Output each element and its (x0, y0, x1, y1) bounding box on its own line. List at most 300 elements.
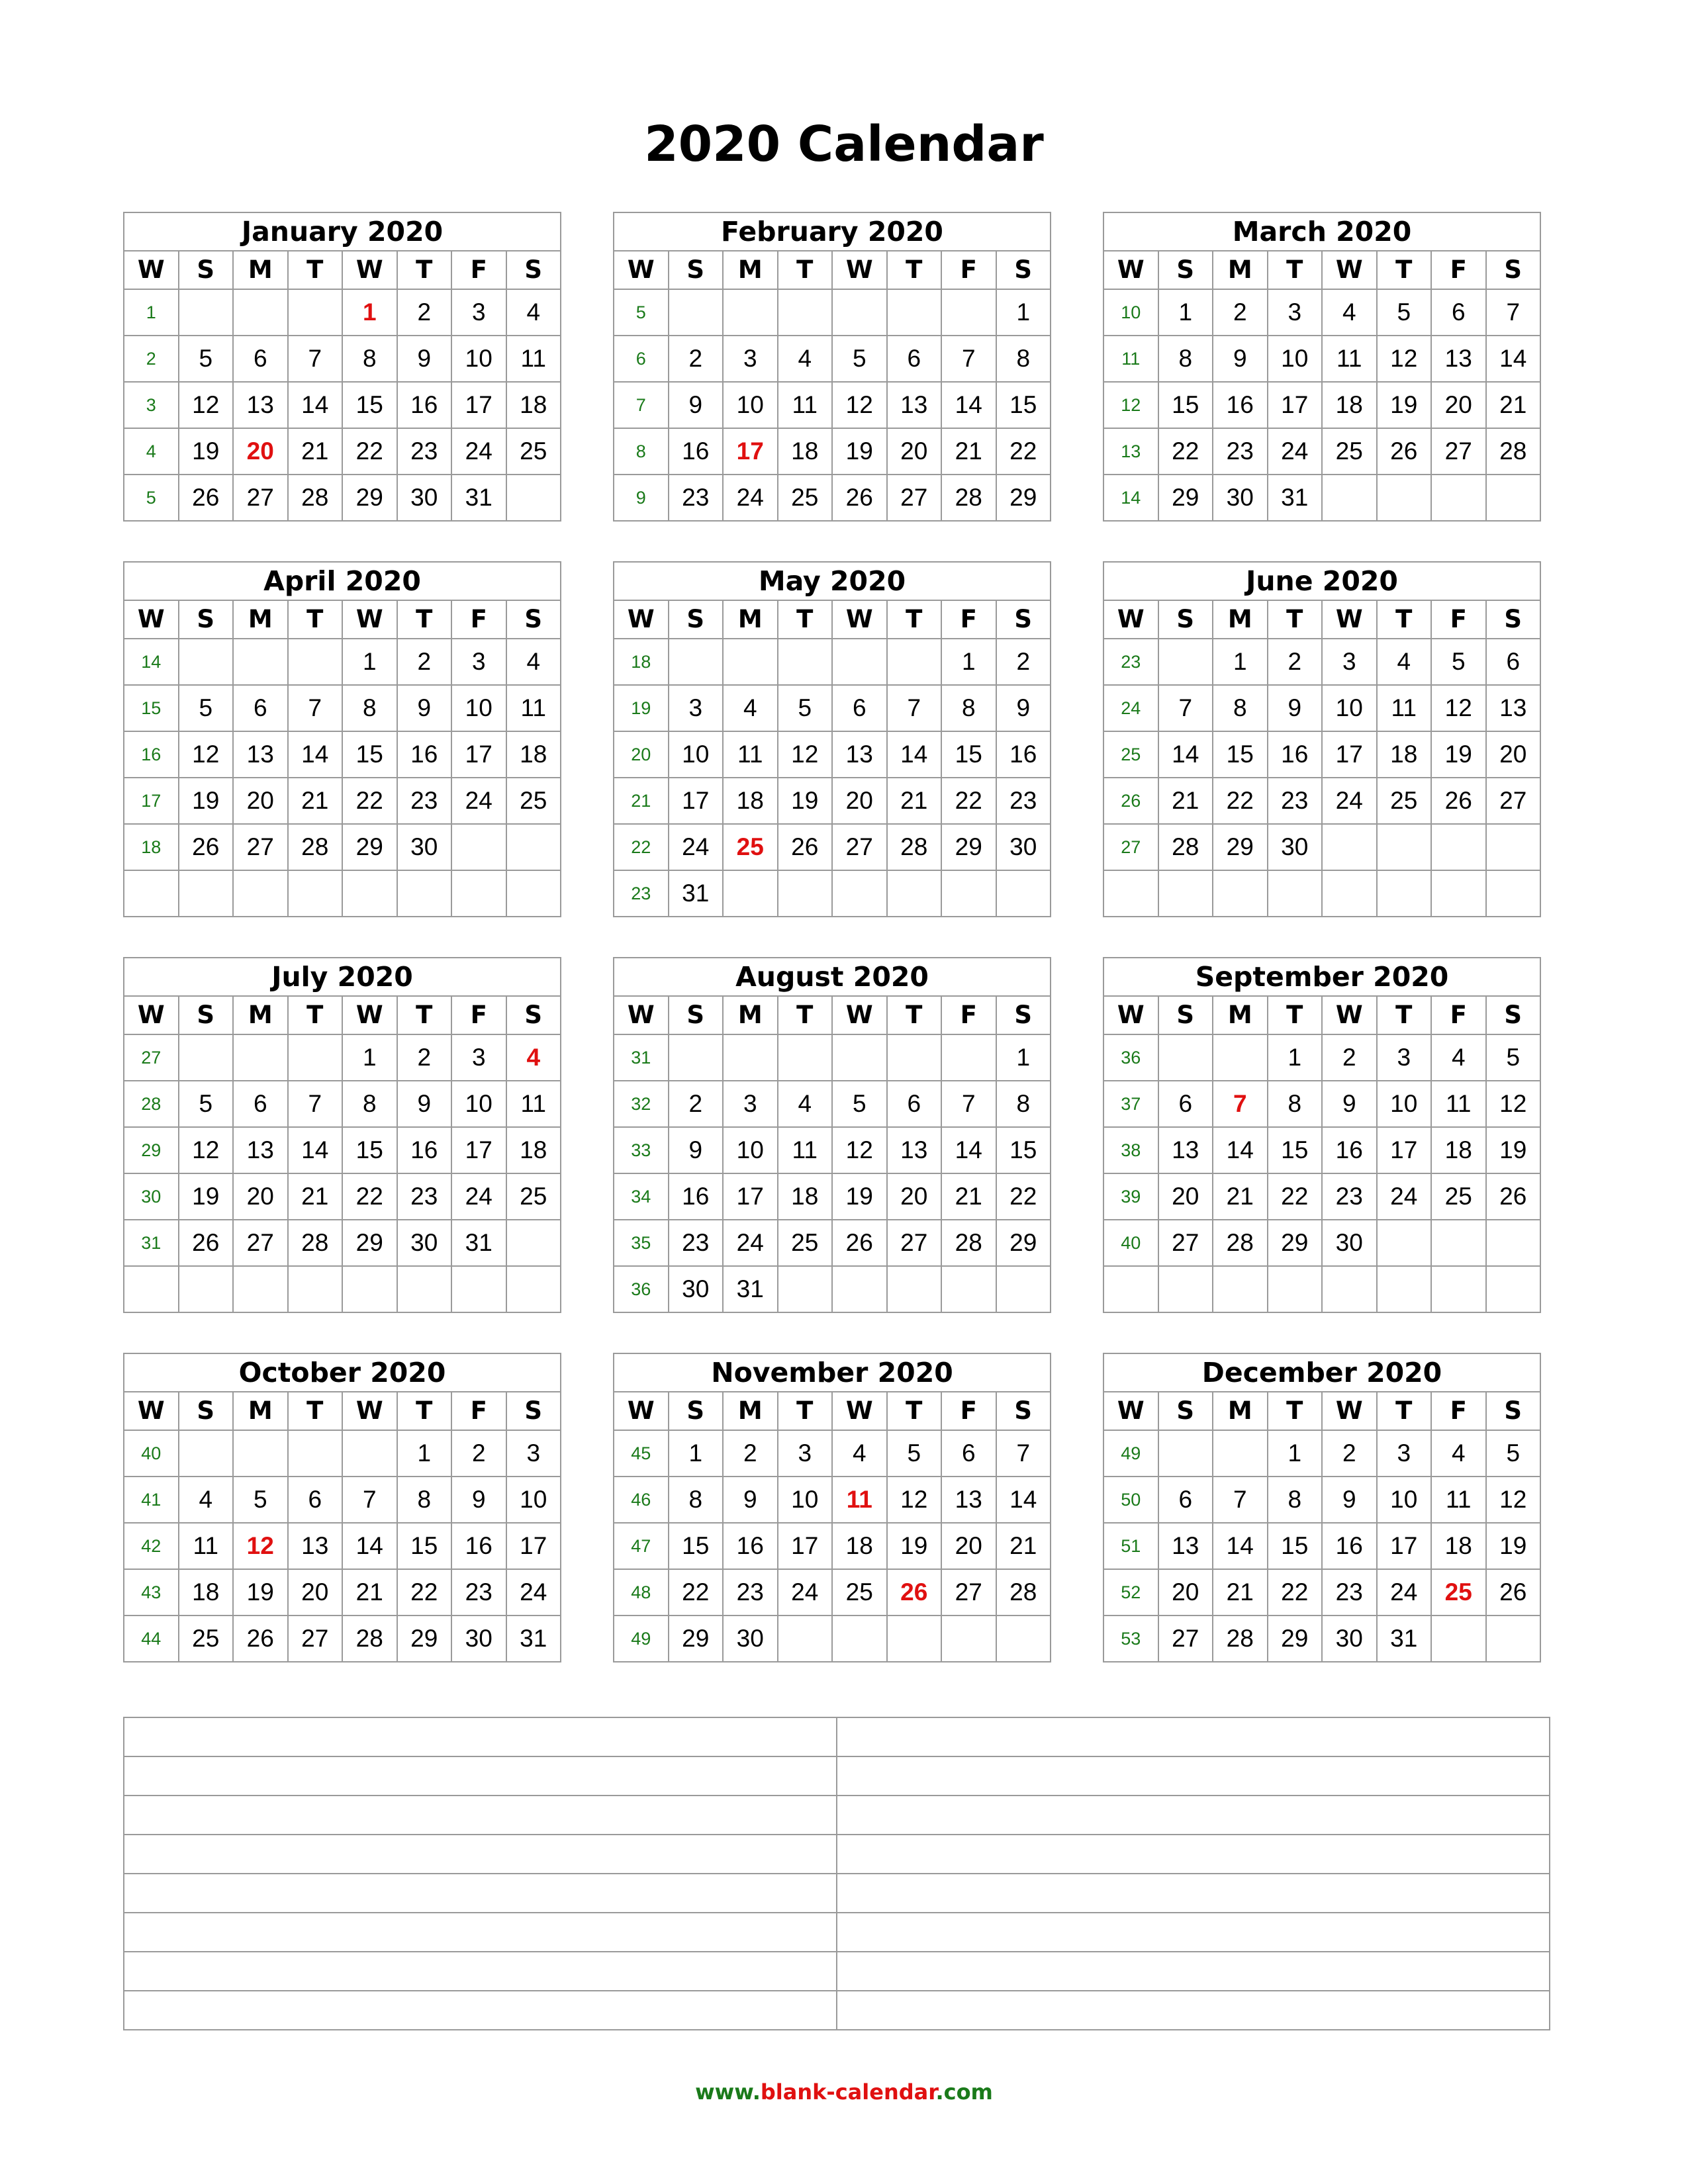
day-cell[interactable]: 18 (832, 1523, 887, 1569)
day-cell[interactable]: 1 (941, 639, 996, 685)
day-cell[interactable]: 19 (179, 428, 234, 475)
day-cell[interactable]: 19 (1431, 731, 1486, 778)
day-cell[interactable]: 5 (179, 336, 234, 382)
day-cell[interactable]: 17 (669, 778, 724, 824)
day-cell[interactable]: 23 (1322, 1173, 1377, 1220)
day-cell[interactable]: 14 (288, 1127, 343, 1173)
day-cell[interactable]: 15 (669, 1523, 724, 1569)
day-cell[interactable]: 4 (506, 289, 561, 336)
day-cell[interactable]: 11 (832, 1477, 887, 1523)
day-cell[interactable]: 13 (941, 1477, 996, 1523)
notes-line[interactable] (124, 1717, 837, 1756)
day-cell[interactable]: 29 (1268, 1220, 1323, 1266)
day-cell[interactable]: 28 (288, 475, 343, 521)
day-cell[interactable]: 24 (1322, 778, 1377, 824)
day-cell[interactable]: 17 (723, 428, 778, 475)
day-cell[interactable]: 11 (179, 1523, 234, 1569)
day-cell[interactable]: 11 (1377, 685, 1432, 731)
day-cell[interactable]: 6 (1486, 639, 1541, 685)
day-cell[interactable]: 6 (288, 1477, 343, 1523)
day-cell[interactable]: 12 (179, 731, 234, 778)
day-cell[interactable]: 27 (1158, 1220, 1213, 1266)
day-cell[interactable]: 7 (1213, 1081, 1268, 1127)
day-cell[interactable]: 30 (397, 1220, 452, 1266)
notes-line[interactable] (124, 1756, 837, 1796)
day-cell[interactable]: 5 (179, 1081, 234, 1127)
day-cell[interactable]: 22 (1213, 778, 1268, 824)
day-cell[interactable]: 11 (723, 731, 778, 778)
day-cell[interactable]: 1 (342, 289, 397, 336)
day-cell[interactable]: 31 (669, 870, 724, 917)
day-cell[interactable]: 14 (1158, 731, 1213, 778)
day-cell[interactable]: 29 (342, 824, 397, 870)
day-cell[interactable]: 23 (1322, 1569, 1377, 1615)
day-cell[interactable]: 4 (1431, 1034, 1486, 1081)
day-cell[interactable]: 7 (887, 685, 942, 731)
day-cell[interactable]: 13 (1486, 685, 1541, 731)
day-cell[interactable]: 23 (1213, 428, 1268, 475)
day-cell[interactable]: 8 (342, 1081, 397, 1127)
day-cell[interactable]: 8 (342, 336, 397, 382)
day-cell[interactable]: 27 (832, 824, 887, 870)
day-cell[interactable]: 21 (288, 778, 343, 824)
day-cell[interactable]: 31 (451, 475, 506, 521)
day-cell[interactable]: 10 (1268, 336, 1323, 382)
day-cell[interactable]: 15 (941, 731, 996, 778)
day-cell[interactable]: 11 (1431, 1477, 1486, 1523)
day-cell[interactable]: 19 (179, 778, 234, 824)
day-cell[interactable]: 26 (1486, 1173, 1541, 1220)
notes-line[interactable] (837, 1991, 1550, 2030)
day-cell[interactable]: 30 (1268, 824, 1323, 870)
day-cell[interactable]: 25 (1431, 1173, 1486, 1220)
day-cell[interactable]: 23 (669, 475, 724, 521)
day-cell[interactable]: 9 (669, 382, 724, 428)
day-cell[interactable]: 10 (669, 731, 724, 778)
day-cell[interactable]: 25 (179, 1615, 234, 1662)
day-cell[interactable]: 4 (723, 685, 778, 731)
day-cell[interactable]: 7 (1158, 685, 1213, 731)
day-cell[interactable]: 30 (996, 824, 1051, 870)
day-cell[interactable]: 26 (887, 1569, 942, 1615)
day-cell[interactable]: 19 (887, 1523, 942, 1569)
day-cell[interactable]: 28 (1486, 428, 1541, 475)
day-cell[interactable]: 12 (1486, 1081, 1541, 1127)
day-cell[interactable]: 26 (1377, 428, 1432, 475)
day-cell[interactable]: 17 (506, 1523, 561, 1569)
day-cell[interactable]: 13 (288, 1523, 343, 1569)
day-cell[interactable]: 16 (1213, 382, 1268, 428)
day-cell[interactable]: 3 (506, 1430, 561, 1477)
day-cell[interactable]: 6 (233, 336, 288, 382)
day-cell[interactable]: 2 (669, 336, 724, 382)
day-cell[interactable]: 11 (1322, 336, 1377, 382)
day-cell[interactable]: 28 (1213, 1615, 1268, 1662)
day-cell[interactable]: 3 (1268, 289, 1323, 336)
day-cell[interactable]: 12 (832, 382, 887, 428)
day-cell[interactable]: 24 (669, 824, 724, 870)
day-cell[interactable]: 8 (342, 685, 397, 731)
day-cell[interactable]: 9 (1322, 1477, 1377, 1523)
day-cell[interactable]: 25 (506, 778, 561, 824)
day-cell[interactable]: 25 (1431, 1569, 1486, 1615)
day-cell[interactable]: 13 (1158, 1523, 1213, 1569)
day-cell[interactable]: 21 (1486, 382, 1541, 428)
day-cell[interactable]: 14 (342, 1523, 397, 1569)
day-cell[interactable]: 15 (342, 382, 397, 428)
notes-line[interactable] (837, 1952, 1550, 1991)
day-cell[interactable]: 2 (397, 289, 452, 336)
day-cell[interactable]: 4 (778, 1081, 833, 1127)
day-cell[interactable]: 7 (288, 685, 343, 731)
day-cell[interactable]: 8 (941, 685, 996, 731)
day-cell[interactable]: 16 (669, 1173, 724, 1220)
day-cell[interactable]: 5 (832, 1081, 887, 1127)
day-cell[interactable]: 24 (723, 475, 778, 521)
day-cell[interactable]: 29 (1158, 475, 1213, 521)
day-cell[interactable]: 18 (179, 1569, 234, 1615)
notes-line[interactable] (837, 1717, 1550, 1756)
day-cell[interactable]: 3 (669, 685, 724, 731)
day-cell[interactable]: 3 (451, 1034, 506, 1081)
day-cell[interactable]: 23 (723, 1569, 778, 1615)
day-cell[interactable]: 28 (1158, 824, 1213, 870)
day-cell[interactable]: 6 (941, 1430, 996, 1477)
day-cell[interactable]: 6 (832, 685, 887, 731)
day-cell[interactable]: 18 (723, 778, 778, 824)
day-cell[interactable]: 26 (179, 475, 234, 521)
day-cell[interactable]: 20 (1486, 731, 1541, 778)
day-cell[interactable]: 5 (832, 336, 887, 382)
day-cell[interactable]: 24 (1268, 428, 1323, 475)
day-cell[interactable]: 17 (451, 1127, 506, 1173)
day-cell[interactable]: 22 (1158, 428, 1213, 475)
day-cell[interactable]: 30 (1213, 475, 1268, 521)
day-cell[interactable]: 10 (778, 1477, 833, 1523)
day-cell[interactable]: 6 (1431, 289, 1486, 336)
day-cell[interactable]: 7 (941, 336, 996, 382)
day-cell[interactable]: 22 (996, 1173, 1051, 1220)
day-cell[interactable]: 13 (233, 382, 288, 428)
day-cell[interactable]: 4 (179, 1477, 234, 1523)
day-cell[interactable]: 19 (778, 778, 833, 824)
day-cell[interactable]: 14 (288, 382, 343, 428)
day-cell[interactable]: 13 (887, 1127, 942, 1173)
day-cell[interactable]: 29 (941, 824, 996, 870)
day-cell[interactable]: 10 (506, 1477, 561, 1523)
day-cell[interactable]: 9 (996, 685, 1051, 731)
day-cell[interactable]: 27 (233, 1220, 288, 1266)
day-cell[interactable]: 13 (832, 731, 887, 778)
day-cell[interactable]: 21 (941, 428, 996, 475)
day-cell[interactable]: 27 (233, 824, 288, 870)
day-cell[interactable]: 26 (778, 824, 833, 870)
day-cell[interactable]: 14 (288, 731, 343, 778)
day-cell[interactable]: 17 (1377, 1127, 1432, 1173)
day-cell[interactable]: 1 (996, 1034, 1051, 1081)
day-cell[interactable]: 12 (179, 1127, 234, 1173)
notes-line[interactable] (124, 1991, 837, 2030)
day-cell[interactable]: 31 (451, 1220, 506, 1266)
day-cell[interactable]: 27 (1431, 428, 1486, 475)
day-cell[interactable]: 21 (288, 1173, 343, 1220)
day-cell[interactable]: 18 (506, 1127, 561, 1173)
day-cell[interactable]: 23 (451, 1569, 506, 1615)
notes-line[interactable] (124, 1796, 837, 1835)
day-cell[interactable]: 5 (1486, 1430, 1541, 1477)
day-cell[interactable]: 11 (506, 336, 561, 382)
day-cell[interactable]: 30 (1322, 1615, 1377, 1662)
day-cell[interactable]: 21 (1213, 1173, 1268, 1220)
day-cell[interactable]: 13 (233, 1127, 288, 1173)
day-cell[interactable]: 28 (941, 475, 996, 521)
day-cell[interactable]: 25 (778, 1220, 833, 1266)
notes-line[interactable] (837, 1913, 1550, 1952)
day-cell[interactable]: 1 (1158, 289, 1213, 336)
day-cell[interactable]: 7 (288, 336, 343, 382)
day-cell[interactable]: 18 (778, 1173, 833, 1220)
day-cell[interactable]: 2 (669, 1081, 724, 1127)
day-cell[interactable]: 31 (506, 1615, 561, 1662)
day-cell[interactable]: 11 (778, 382, 833, 428)
day-cell[interactable]: 20 (288, 1569, 343, 1615)
day-cell[interactable]: 28 (288, 1220, 343, 1266)
day-cell[interactable]: 13 (887, 382, 942, 428)
day-cell[interactable]: 12 (233, 1523, 288, 1569)
day-cell[interactable]: 3 (1322, 639, 1377, 685)
day-cell[interactable]: 7 (1486, 289, 1541, 336)
day-cell[interactable]: 9 (669, 1127, 724, 1173)
day-cell[interactable]: 21 (1158, 778, 1213, 824)
day-cell[interactable]: 3 (1377, 1430, 1432, 1477)
day-cell[interactable]: 23 (397, 428, 452, 475)
day-cell[interactable]: 29 (397, 1615, 452, 1662)
day-cell[interactable]: 12 (1486, 1477, 1541, 1523)
day-cell[interactable]: 10 (451, 336, 506, 382)
day-cell[interactable]: 20 (941, 1523, 996, 1569)
day-cell[interactable]: 29 (1268, 1615, 1323, 1662)
day-cell[interactable]: 18 (506, 382, 561, 428)
day-cell[interactable]: 21 (887, 778, 942, 824)
day-cell[interactable]: 22 (669, 1569, 724, 1615)
day-cell[interactable]: 8 (669, 1477, 724, 1523)
notes-line[interactable] (124, 1952, 837, 1991)
day-cell[interactable]: 30 (723, 1615, 778, 1662)
day-cell[interactable]: 20 (233, 778, 288, 824)
day-cell[interactable]: 6 (887, 336, 942, 382)
day-cell[interactable]: 18 (506, 731, 561, 778)
day-cell[interactable]: 29 (342, 475, 397, 521)
day-cell[interactable]: 29 (996, 1220, 1051, 1266)
day-cell[interactable]: 16 (397, 1127, 452, 1173)
day-cell[interactable]: 16 (669, 428, 724, 475)
day-cell[interactable]: 29 (342, 1220, 397, 1266)
day-cell[interactable]: 3 (723, 1081, 778, 1127)
day-cell[interactable]: 17 (778, 1523, 833, 1569)
day-cell[interactable]: 22 (397, 1569, 452, 1615)
day-cell[interactable]: 4 (1377, 639, 1432, 685)
day-cell[interactable]: 8 (1158, 336, 1213, 382)
day-cell[interactable]: 14 (1213, 1523, 1268, 1569)
day-cell[interactable]: 12 (1377, 336, 1432, 382)
day-cell[interactable]: 20 (233, 428, 288, 475)
day-cell[interactable]: 13 (1158, 1127, 1213, 1173)
day-cell[interactable]: 2 (397, 639, 452, 685)
day-cell[interactable]: 19 (1486, 1523, 1541, 1569)
day-cell[interactable]: 16 (1322, 1523, 1377, 1569)
day-cell[interactable]: 4 (778, 336, 833, 382)
day-cell[interactable]: 17 (1377, 1523, 1432, 1569)
day-cell[interactable]: 15 (1268, 1127, 1323, 1173)
day-cell[interactable]: 18 (1431, 1127, 1486, 1173)
day-cell[interactable]: 5 (179, 685, 234, 731)
day-cell[interactable]: 15 (1213, 731, 1268, 778)
day-cell[interactable]: 30 (669, 1266, 724, 1312)
day-cell[interactable]: 14 (996, 1477, 1051, 1523)
notes-line[interactable] (837, 1756, 1550, 1796)
day-cell[interactable]: 2 (996, 639, 1051, 685)
day-cell[interactable]: 25 (1377, 778, 1432, 824)
day-cell[interactable]: 27 (887, 475, 942, 521)
day-cell[interactable]: 15 (1158, 382, 1213, 428)
day-cell[interactable]: 28 (941, 1220, 996, 1266)
day-cell[interactable]: 9 (397, 336, 452, 382)
day-cell[interactable]: 2 (1322, 1034, 1377, 1081)
day-cell[interactable]: 19 (832, 1173, 887, 1220)
day-cell[interactable]: 24 (1377, 1173, 1432, 1220)
day-cell[interactable]: 21 (342, 1569, 397, 1615)
day-cell[interactable]: 5 (1377, 289, 1432, 336)
day-cell[interactable]: 18 (1377, 731, 1432, 778)
day-cell[interactable]: 28 (887, 824, 942, 870)
day-cell[interactable]: 24 (723, 1220, 778, 1266)
notes-line[interactable] (124, 1874, 837, 1913)
day-cell[interactable]: 5 (778, 685, 833, 731)
day-cell[interactable]: 6 (1158, 1081, 1213, 1127)
day-cell[interactable]: 8 (996, 336, 1051, 382)
day-cell[interactable]: 27 (941, 1569, 996, 1615)
day-cell[interactable]: 4 (1322, 289, 1377, 336)
day-cell[interactable]: 14 (1213, 1127, 1268, 1173)
day-cell[interactable]: 22 (1268, 1569, 1323, 1615)
day-cell[interactable]: 30 (451, 1615, 506, 1662)
day-cell[interactable]: 3 (1377, 1034, 1432, 1081)
day-cell[interactable]: 14 (887, 731, 942, 778)
day-cell[interactable]: 28 (288, 824, 343, 870)
day-cell[interactable]: 26 (832, 1220, 887, 1266)
day-cell[interactable]: 12 (1431, 685, 1486, 731)
day-cell[interactable]: 20 (233, 1173, 288, 1220)
day-cell[interactable]: 25 (506, 428, 561, 475)
day-cell[interactable]: 2 (723, 1430, 778, 1477)
day-cell[interactable]: 24 (451, 1173, 506, 1220)
day-cell[interactable]: 9 (723, 1477, 778, 1523)
day-cell[interactable]: 1 (1268, 1034, 1323, 1081)
notes-line[interactable] (837, 1874, 1550, 1913)
day-cell[interactable]: 25 (723, 824, 778, 870)
day-cell[interactable]: 20 (1158, 1569, 1213, 1615)
day-cell[interactable]: 29 (1213, 824, 1268, 870)
day-cell[interactable]: 10 (1377, 1477, 1432, 1523)
day-cell[interactable]: 1 (397, 1430, 452, 1477)
day-cell[interactable]: 5 (233, 1477, 288, 1523)
day-cell[interactable]: 4 (1431, 1430, 1486, 1477)
day-cell[interactable]: 20 (1158, 1173, 1213, 1220)
day-cell[interactable]: 30 (397, 475, 452, 521)
day-cell[interactable]: 6 (887, 1081, 942, 1127)
notes-line[interactable] (837, 1835, 1550, 1874)
day-cell[interactable]: 9 (451, 1477, 506, 1523)
day-cell[interactable]: 26 (1486, 1569, 1541, 1615)
day-cell[interactable]: 16 (397, 731, 452, 778)
day-cell[interactable]: 24 (451, 778, 506, 824)
day-cell[interactable]: 1 (342, 639, 397, 685)
day-cell[interactable]: 9 (397, 1081, 452, 1127)
day-cell[interactable]: 22 (342, 778, 397, 824)
day-cell[interactable]: 12 (778, 731, 833, 778)
day-cell[interactable]: 26 (179, 824, 234, 870)
day-cell[interactable]: 31 (723, 1266, 778, 1312)
day-cell[interactable]: 30 (1322, 1220, 1377, 1266)
day-cell[interactable]: 2 (1213, 289, 1268, 336)
day-cell[interactable]: 26 (832, 475, 887, 521)
day-cell[interactable]: 6 (233, 1081, 288, 1127)
day-cell[interactable]: 27 (1158, 1615, 1213, 1662)
day-cell[interactable]: 19 (233, 1569, 288, 1615)
day-cell[interactable]: 28 (1213, 1220, 1268, 1266)
day-cell[interactable]: 27 (887, 1220, 942, 1266)
day-cell[interactable]: 21 (1213, 1569, 1268, 1615)
day-cell[interactable]: 19 (832, 428, 887, 475)
day-cell[interactable]: 8 (1268, 1477, 1323, 1523)
day-cell[interactable]: 19 (1377, 382, 1432, 428)
day-cell[interactable]: 22 (941, 778, 996, 824)
day-cell[interactable]: 23 (397, 1173, 452, 1220)
day-cell[interactable]: 24 (451, 428, 506, 475)
day-cell[interactable]: 23 (996, 778, 1051, 824)
day-cell[interactable]: 21 (941, 1173, 996, 1220)
day-cell[interactable]: 23 (669, 1220, 724, 1266)
day-cell[interactable]: 2 (451, 1430, 506, 1477)
day-cell[interactable]: 8 (1268, 1081, 1323, 1127)
day-cell[interactable]: 15 (996, 1127, 1051, 1173)
day-cell[interactable]: 23 (1268, 778, 1323, 824)
day-cell[interactable]: 5 (887, 1430, 942, 1477)
day-cell[interactable]: 28 (996, 1569, 1051, 1615)
day-cell[interactable]: 25 (832, 1569, 887, 1615)
day-cell[interactable]: 12 (887, 1477, 942, 1523)
day-cell[interactable]: 11 (506, 1081, 561, 1127)
day-cell[interactable]: 18 (1322, 382, 1377, 428)
day-cell[interactable]: 28 (342, 1615, 397, 1662)
day-cell[interactable]: 9 (1268, 685, 1323, 731)
day-cell[interactable]: 26 (179, 1220, 234, 1266)
day-cell[interactable]: 8 (397, 1477, 452, 1523)
day-cell[interactable]: 19 (1486, 1127, 1541, 1173)
day-cell[interactable]: 20 (887, 428, 942, 475)
day-cell[interactable]: 16 (1268, 731, 1323, 778)
day-cell[interactable]: 25 (1322, 428, 1377, 475)
day-cell[interactable]: 6 (233, 685, 288, 731)
day-cell[interactable]: 7 (941, 1081, 996, 1127)
day-cell[interactable]: 27 (288, 1615, 343, 1662)
day-cell[interactable]: 7 (342, 1477, 397, 1523)
day-cell[interactable]: 17 (723, 1173, 778, 1220)
day-cell[interactable]: 3 (778, 1430, 833, 1477)
day-cell[interactable]: 30 (397, 824, 452, 870)
day-cell[interactable]: 24 (778, 1569, 833, 1615)
notes-line[interactable] (124, 1913, 837, 1952)
